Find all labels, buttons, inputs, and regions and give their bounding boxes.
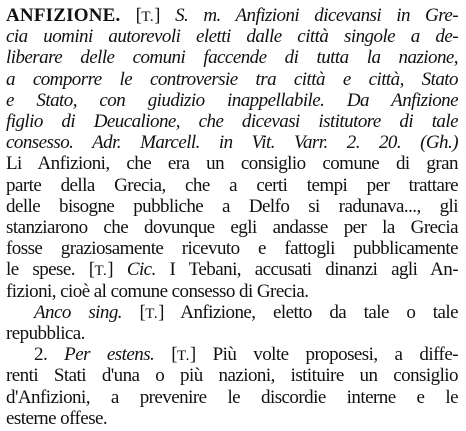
entry-text: Per estens. — [64, 344, 155, 366]
entry-line — [6, 407, 458, 431]
entry-text: T. — [141, 9, 155, 25]
entry-text: ] Più volte proposesi, a diffe- — [189, 344, 458, 366]
entry-text: fosse graziosamente ricevuto e fattogli pubblicamente — [6, 238, 458, 260]
entry-text: parte della Grecia, che a certi tempi per trattare — [6, 174, 458, 196]
entry-text: le spese. [ — [6, 259, 95, 281]
entry-text: Cic. — [126, 259, 156, 281]
entry-text: ] — [154, 5, 176, 26]
entry-text: d'Anfizioni, a prevenire le discordie interne e le — [6, 386, 458, 408]
entry-text: ] — [107, 259, 127, 281]
entry-text: I Tebani, accusati dinanzi agli An- — [155, 259, 458, 281]
entry-text: esterne offese. — [6, 407, 108, 429]
entry-text: cia uomini autorevoli eletti dalle città singole a de- — [6, 26, 458, 48]
entry-text: T. — [94, 263, 108, 280]
entry-text: S. m. Anfizioni dicevansi in Gre- — [175, 5, 458, 26]
entry-text: figlio di Deucalione, che dicevasi istitutore di tale — [6, 111, 458, 132]
entry-text: stanziarono che dovunque egli andasse per la Grecia — [6, 217, 458, 238]
entry-text: [ — [154, 344, 178, 366]
entry-text: Anco sing. — [34, 301, 122, 323]
entry-text: repubblica. — [6, 323, 85, 344]
entry-text: liberare delle comuni faccende di tutta la nazione, — [6, 47, 458, 69]
entry-text: T. — [145, 305, 159, 322]
entry-text: delle bisogne pubbliche a Delfo si radunava..., gli — [6, 195, 458, 217]
entry-text: 2. — [34, 344, 65, 366]
entry-text: ] Anfizione, eletto da tale o tale — [158, 301, 459, 323]
entry-text: Li Anfizioni, che era un consiglio comune di gran — [6, 153, 458, 175]
entry-text: e Stato, con giudizio inappellabile. Da Anfizione — [6, 89, 458, 111]
entry-text: renti Stati d'una o più nazioni, istituire un consiglio — [6, 365, 458, 387]
entry-text: [ — [122, 301, 146, 323]
entry-text: T. — [177, 348, 190, 365]
entry-text: fizioni, cioè al comune consesso di Grecia. — [6, 280, 309, 302]
entry-text: [ — [120, 5, 142, 26]
entry-text: a comporre le controversie tra città e città, Stato — [6, 68, 458, 90]
entry-text: consesso. Adr. Marcell. in Vit. Varr. 2. 20. (Gh.) — [6, 132, 458, 154]
headword: ANFIZIONE. — [6, 5, 121, 26]
